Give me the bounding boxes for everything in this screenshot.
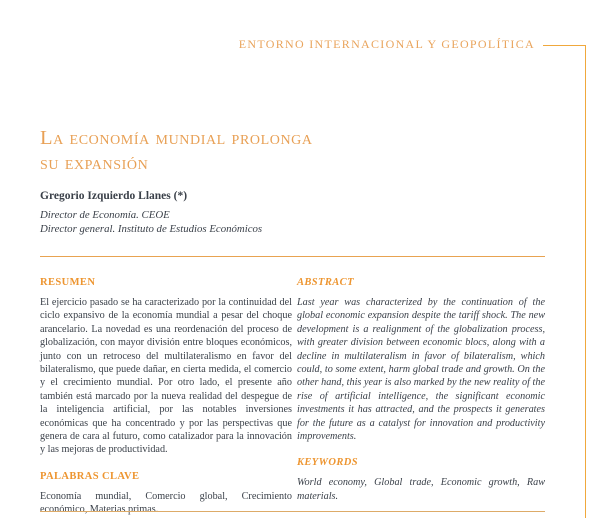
resumen-column	[40, 272, 292, 517]
section-running-head: ENTORNO INTERNACIONAL Y GEOPOLÍTICA	[238, 37, 535, 51]
abstract-body: Last year was characterized by the continuation of the global economic expansion despite the tariff shock. The new development is a realignment of the globalization process, with greater division between economic blocs, along with a decline in multilateralism in favor of bilateralism, which could, to some extent, harm global trade and growth. On the other hand, this year is also marked by the new reality of the rise of artificial intelligence, the significant economic investments it has attracted, and the prospects it generates for the future as a catalyst for innovation and productivity improvements.	[297, 297, 545, 443]
article-title-line-2: su expansión	[40, 152, 149, 174]
keywords-heading: KEYWORDS	[297, 457, 358, 469]
divider-above-abstract	[40, 256, 545, 257]
corner-rule-line	[543, 45, 586, 518]
abstract-heading: ABSTRACT	[297, 277, 354, 288]
article-title-line-1: La economía mundial prolonga	[40, 127, 313, 149]
author-affiliation-2: Director general. Instituto de Estudios Económicos	[40, 222, 263, 235]
author-affiliation-1: Director de Economía. CEOE	[40, 209, 170, 221]
palabras-clave-heading: PALABRAS CLAVE	[40, 470, 140, 482]
article-title	[40, 126, 520, 176]
author-name: Gregorio Izquierdo Llanes (*)	[40, 190, 188, 202]
summary-columns	[40, 272, 545, 517]
author-block	[40, 189, 440, 237]
keywords-list: World economy, Global trade, Economic growth, Raw materials.	[297, 477, 545, 502]
abstract-column	[297, 272, 545, 517]
resumen-heading: RESUMEN	[40, 277, 96, 288]
palabras-clave-list: Economía mundial, Comercio global, Crecimiento económico, Materias primas.	[40, 490, 292, 516]
resumen-body: El ejercicio pasado se ha caracterizado por la continuidad del ciclo expansivo de la economía mundial a pesar del choque arancelario. La novedad es una reordenación del proceso de globalización, con mayor división entre bloques económicos, junto con un retroceso del multilateralismo en favor del bilateralismo, que puede dañar, en cierta medida, el comercio y el crecimiento mundial. Por otro lado, el presente año también está marcado por la nueva realidad del despegue de la inteligencia artificial, por las notables inversiones económicas que ha concentrado y por las perspectivas que genera de cara al futuro, como catalizador para la innovación y las mejoras de productividad.	[40, 297, 292, 456]
divider-page-bottom	[40, 511, 545, 512]
